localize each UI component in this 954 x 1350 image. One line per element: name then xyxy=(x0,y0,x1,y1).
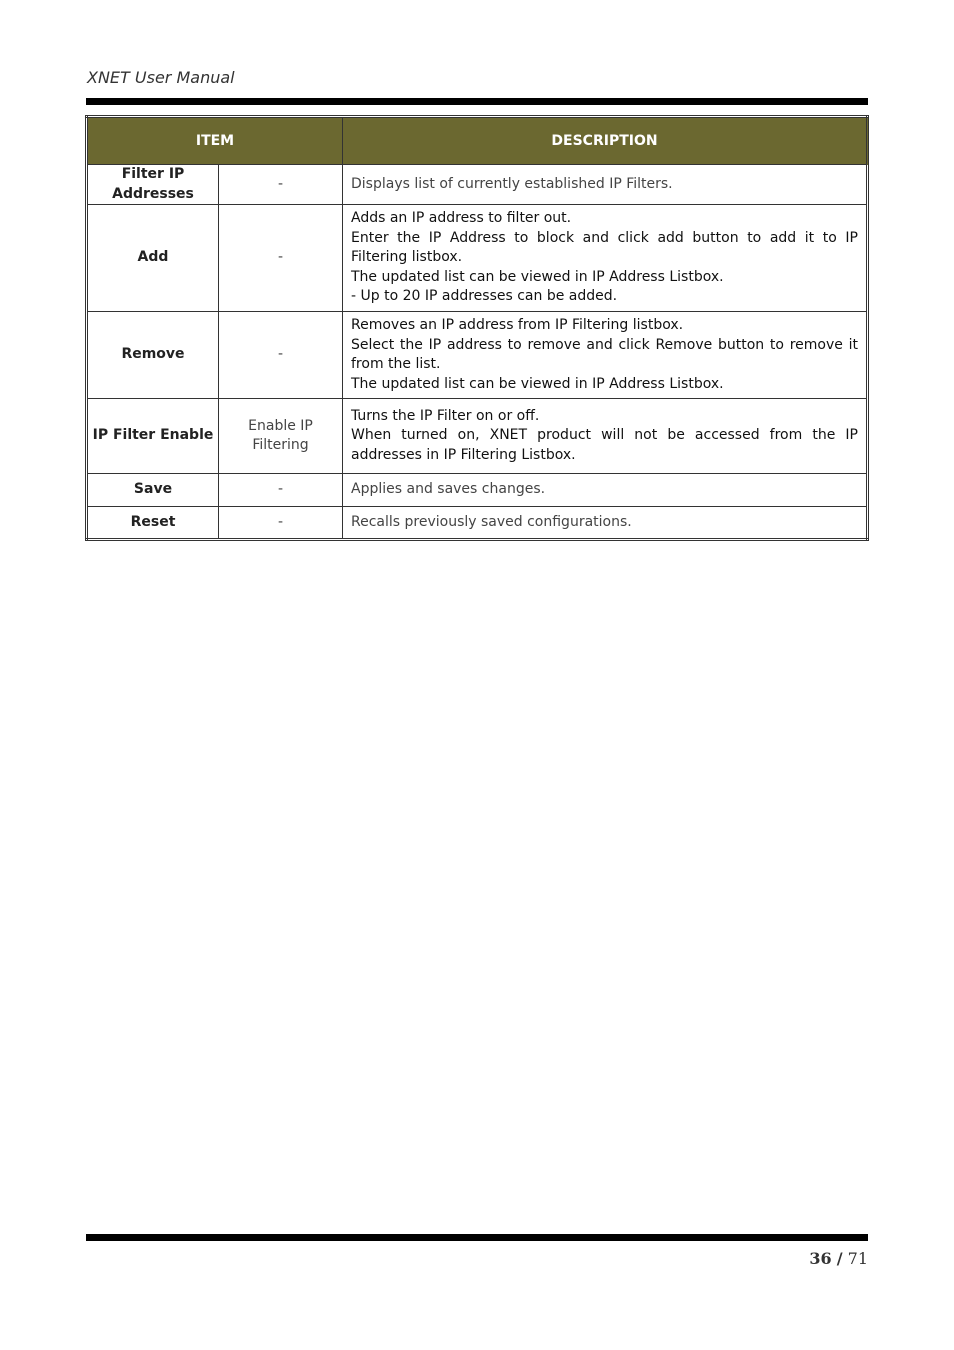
row-value: - xyxy=(219,165,343,205)
row-value: - xyxy=(219,312,343,399)
description-line: The updated list can be viewed in IP Address Listbox. xyxy=(351,268,724,285)
row-value: Enable IP Filtering xyxy=(219,399,343,474)
description-line: Recalls previously saved configurations. xyxy=(351,513,632,530)
page-current: 36 xyxy=(809,1249,832,1268)
ip-filter-table xyxy=(85,115,869,541)
table-row xyxy=(87,205,868,312)
document-header-title: XNET User Manual xyxy=(87,68,235,87)
row-item-label: Remove xyxy=(87,312,219,399)
column-header-item: ITEM xyxy=(87,117,343,165)
column-header-description: DESCRIPTION xyxy=(343,117,868,165)
row-item-label: Save xyxy=(87,474,219,507)
table-header-row xyxy=(87,117,868,165)
footer-rule xyxy=(86,1234,868,1241)
table-row xyxy=(87,165,868,205)
row-item-label: IP Filter Enable xyxy=(87,399,219,474)
row-description xyxy=(343,507,868,540)
row-value: - xyxy=(219,205,343,312)
row-item-label: Add xyxy=(87,205,219,312)
description-line: When turned on, XNET product will not be accessed from the IP addresses in IP Filtering Listbox. xyxy=(351,427,858,463)
row-value: - xyxy=(219,474,343,507)
table-row xyxy=(87,474,868,507)
table-row xyxy=(87,507,868,540)
description-line: Turns the IP Filter on or off. xyxy=(351,407,540,424)
description-line: Applies and saves changes. xyxy=(351,481,546,498)
row-description xyxy=(343,312,868,399)
row-value: - xyxy=(219,507,343,540)
description-line: Removes an IP address from IP Filtering listbox. xyxy=(351,317,684,333)
description-line: The updated list can be viewed in IP Address Listbox. xyxy=(351,375,724,392)
page-number xyxy=(809,1249,868,1268)
description-line: - Up to 20 IP addresses can be added. xyxy=(351,288,618,305)
row-description xyxy=(343,399,868,474)
row-description xyxy=(343,165,868,205)
description-line: Displays list of currently established IP Filters. xyxy=(351,175,673,192)
header-rule xyxy=(86,98,868,105)
description-line: Enter the IP Address to block and click add button to add it to IP Filtering listbox. xyxy=(351,229,858,266)
table-row xyxy=(87,399,868,474)
row-item-label: Filter IP Addresses xyxy=(87,165,219,205)
row-item-label: Reset xyxy=(87,507,219,540)
row-description xyxy=(343,474,868,507)
row-description xyxy=(343,205,868,312)
page-total: 71 xyxy=(847,1249,868,1268)
table-row xyxy=(87,312,868,399)
description-line: Adds an IP address to filter out. xyxy=(351,210,572,227)
description-line: Select the IP address to remove and click Remove button to remove it from the list. xyxy=(351,336,858,372)
page-separator: / xyxy=(836,1249,843,1268)
